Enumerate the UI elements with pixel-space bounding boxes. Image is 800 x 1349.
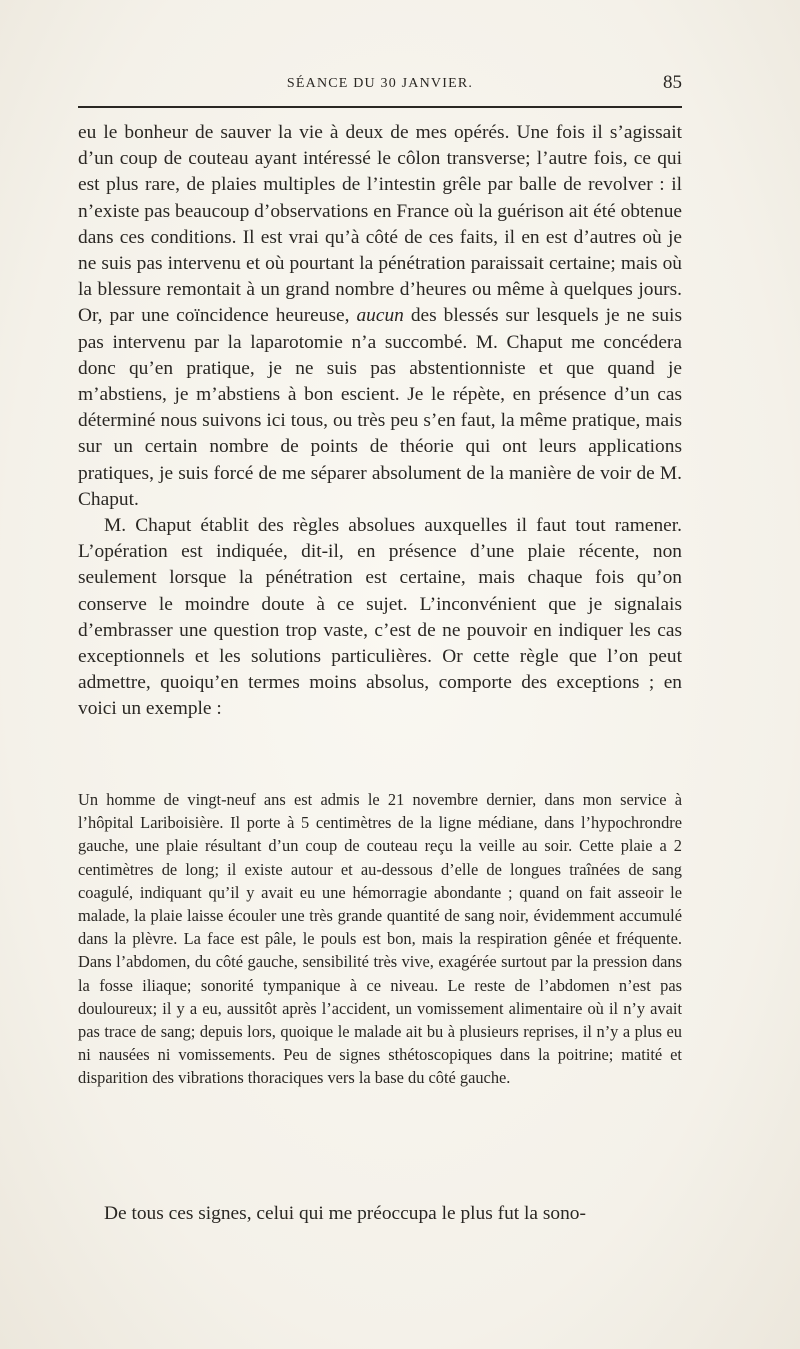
header-rule: [78, 106, 682, 108]
case-observation: [78, 788, 682, 1090]
running-title: SÉANCE DU 30 JANVIER.: [286, 76, 474, 91]
closing-line: De tous ces signes, celui qui me préoccupa le plus fut la sono-: [104, 1203, 586, 1224]
paragraph-continuation: [78, 120, 682, 513]
observation-text: Un homme de vingt-neuf ans est admis le 21 novembre dernier, dans mon service à l’hôpital Lariboisière. Il porte à 5 centimètres de la ligne médiane, dans l’hypochrondre gauche, une plaie résultant d’un coup de couteau reçu la veille au soir. Cette plaie a 2 centimètres de long; il existe autour et au-dessous d’elle de longues traînées de sang coagulé, indiquant qu’il y avait eu une hémorragie abondante ; quand on fait asseoir le malade, la plaie laisse écouler une très grande quantité de sang noir, évidemment accumulé dans la plèvre. La face est pâle, le pouls est bon, mais la respiration gênée et fréquente. Dans l’abdomen, du côté gauche, sensibilité très vive, exagérée surtout par la pression dans la fosse iliaque; sonorité tympanique à ce niveau. Le reste de l’abdomen n’est pas douloureux; il y a eu, aussitôt après l’accident, un vomissement alimentaire où il n’y avait pas trace de sang; depuis lors, quoique le malade ait bu à plusieurs reprises, il n’y a plus eu ni nausées ni vomissements. Peu de signes sthétoscopiques dans la poitrine; matité et disparition des vibrations thoraciques vers la base du côté gauche.: [78, 790, 682, 1088]
emphasis-aucun: aucun: [356, 305, 404, 327]
paragraph-2: M. Chaput établit des règles absolues auxquelles il faut tout ramener. L’opération est indiquée, dit-il, en présence d’une plaie récente, non seulement lorsque la pénétration est certaine, mais chaque fois qu’on conserve le moindre doute à ce sujet. L’inconvénient que je signalais d’embrasser une question trop vaste, c’est de ne pouvoir en indiquer les cas exceptionnels et les solutions particulières. Or cette règle que l’on peut admettre, quoiqu’en termes moins absolus, comporte des exceptions ; en voici un exemple :: [78, 515, 682, 720]
page-number: 85: [663, 72, 682, 93]
paragraph-1-text: eu le bonheur de sauver la vie à deux de mes opérés. Une fois il s’agissait d’un coup de couteau ayant intéressé le côlon transverse; l’autre fois, ce qui est plus rare, de plaies multiples de l’intestin grêle par balle de revolver : il n’existe pas beaucoup d’observations en France où la guérison ait été obtenue dans ces conditions. Il est vrai qu’à côté de ces faits, il en est d’autres où je ne suis pas intervenu et où pourtant la pénétration paraissait certaine; mais où la blessure remontait à un grand nombre d’heures ou même à quelques jours. Or, par une coïncidence heureuse,: [78, 122, 682, 327]
main-text: [78, 120, 682, 723]
closing-paragraph: [78, 1201, 682, 1227]
running-head: [78, 70, 682, 100]
paragraph-1-rest: des blessés sur lesquels je ne suis pas intervenu par la laparotomie n’a succombé. M. Chaput me concédera donc qu’en pratique, je ne suis pas abstentionniste et que quand je m’abstiens, je m’abstiens à bon escient. Je le répète, en présence d’un cas déterminé nous suivons ici tous, ou très peu s’en faut, la même pratique, mais sur un certain nombre de points de théorie qui ont leurs applications pratiques, je suis forcé de me séparer absolument de la manière de voir de M. Chaput.: [78, 305, 682, 510]
